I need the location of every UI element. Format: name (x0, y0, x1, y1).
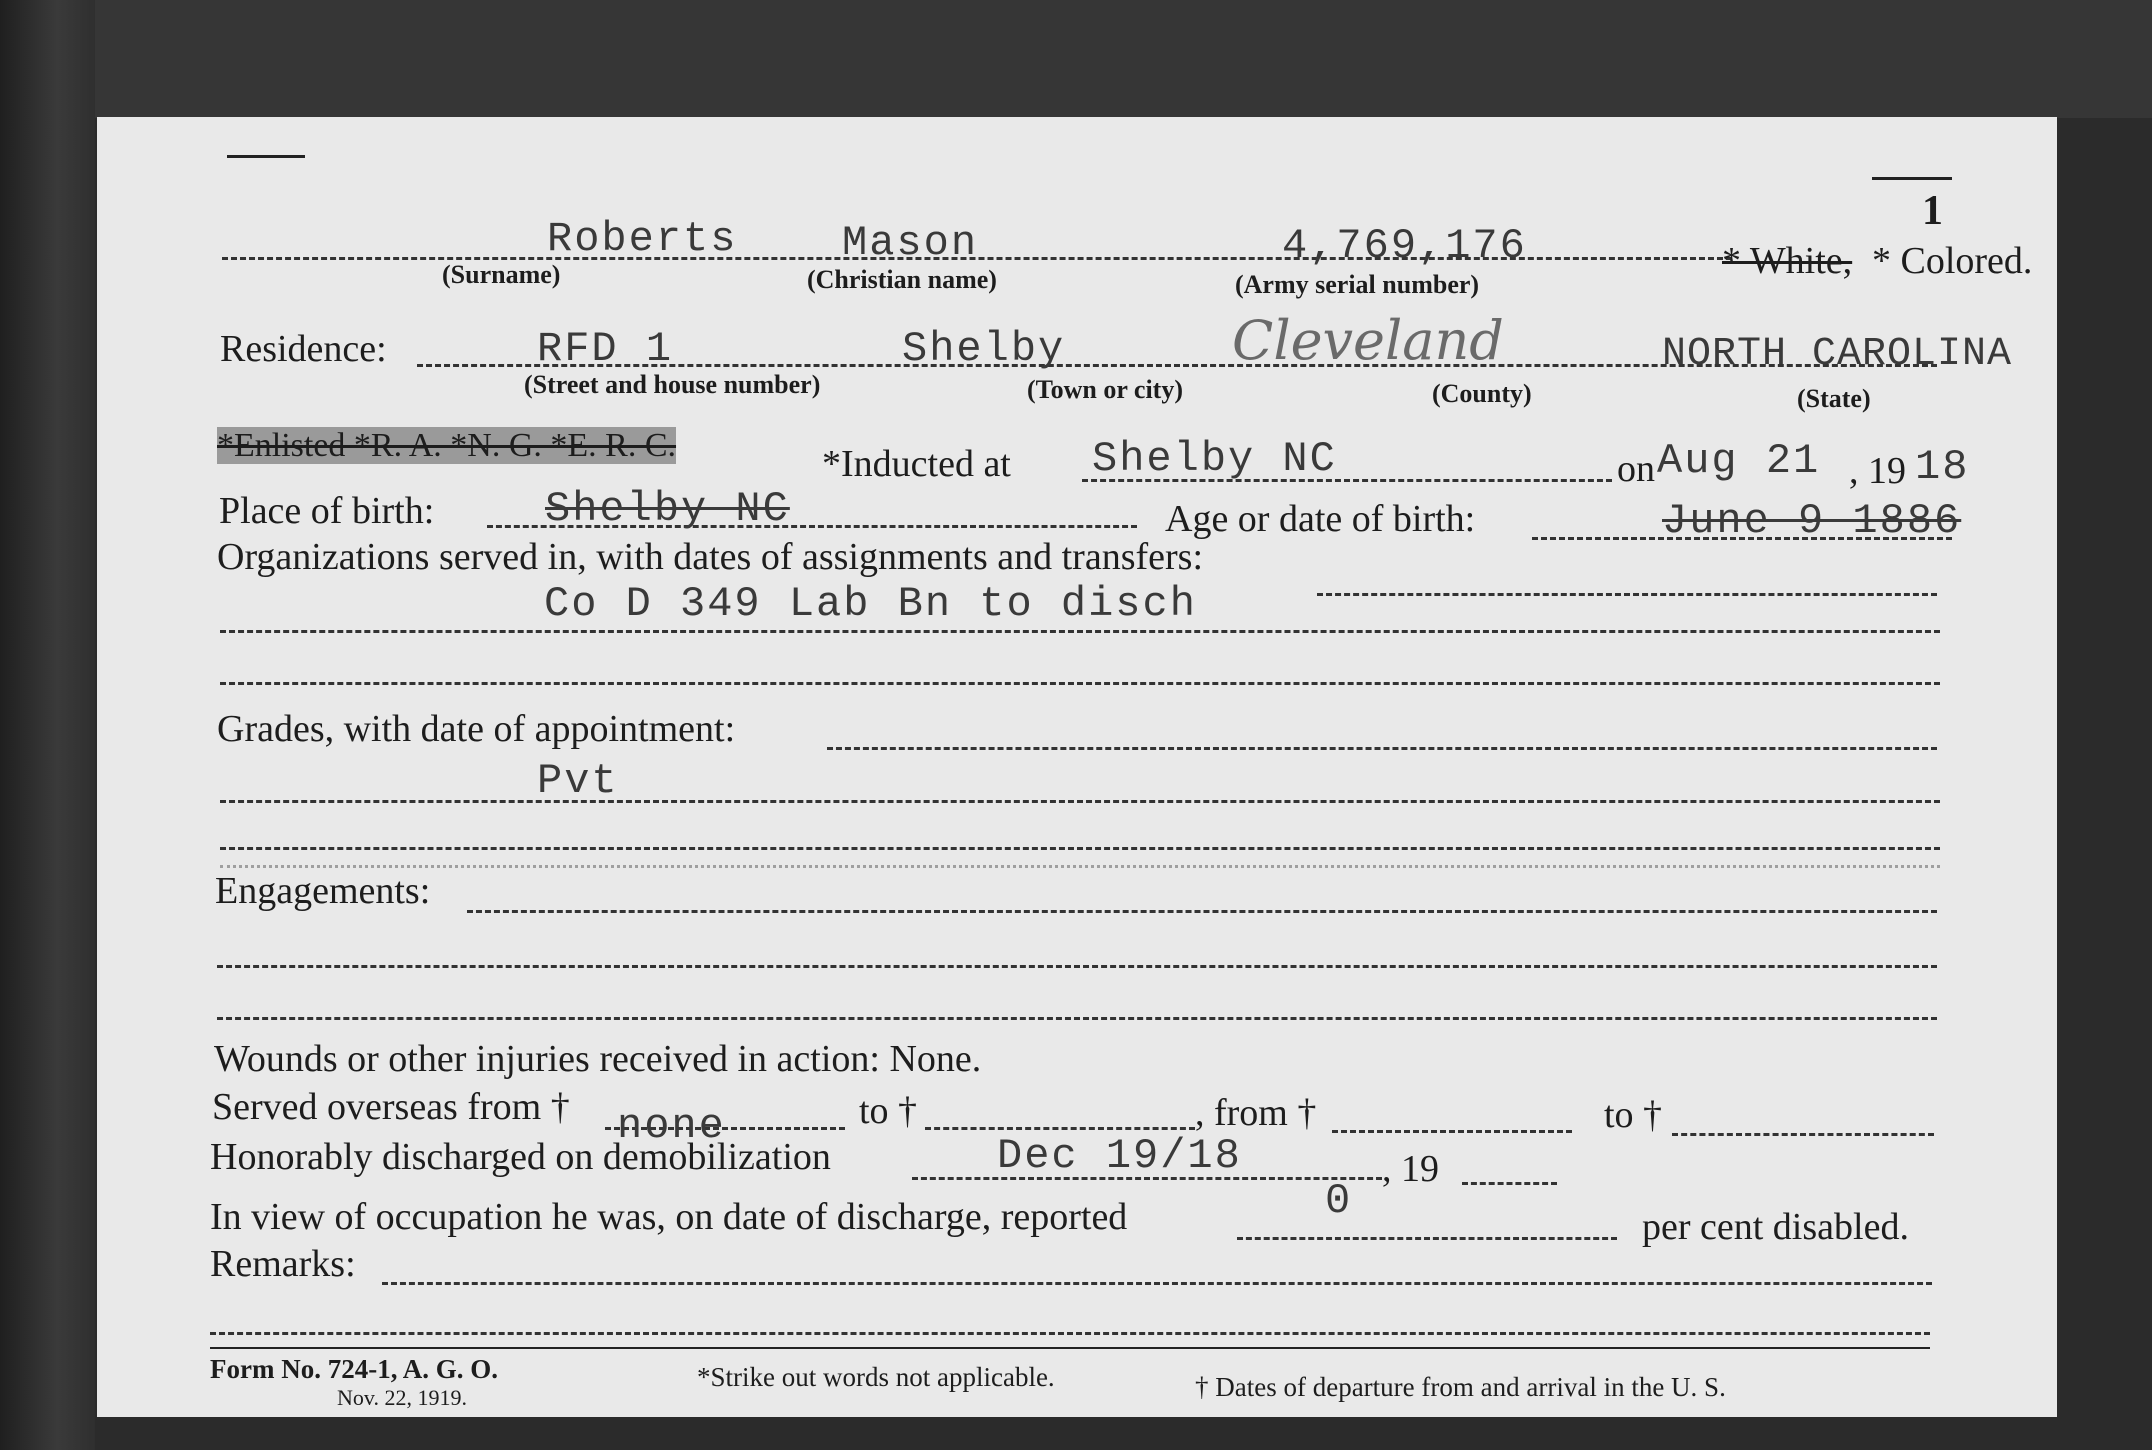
organizations-value: Co D 349 Lab Bn to disch (544, 580, 1197, 628)
overseas-label: Served overseas from † (212, 1086, 570, 1128)
town-label: (Town or city) (1027, 375, 1183, 404)
overseas-from-value: none (617, 1102, 726, 1150)
grades-label: Grades, with date of appointment: (217, 708, 736, 750)
overseas-from2-line (1332, 1130, 1572, 1133)
service-card (97, 117, 2057, 1417)
surname-value: Roberts (547, 215, 738, 263)
strike-note: *Strike out words not applicable. (697, 1362, 1055, 1392)
engagements-line-2 (217, 965, 1937, 968)
organizations-line-2 (220, 630, 1940, 633)
engagements-line-3 (217, 1017, 1937, 1020)
county-label: (County) (1432, 379, 1532, 408)
enlisted-text: *Enlisted *R. A. *N. G. *E. R. C. (217, 427, 677, 464)
organizations-line-1 (1317, 593, 1937, 596)
grades-line-2 (220, 800, 1940, 803)
overseas-to-label: to † (859, 1090, 918, 1132)
engagements-label: Engagements: (215, 870, 431, 912)
grades-line-1 (827, 747, 1937, 750)
serial-number-label: (Army serial number) (1235, 270, 1480, 299)
inducted-year-prefix: , 19 (1849, 450, 1906, 492)
residence-label: Residence: (220, 328, 387, 370)
residence-state: NORTH CAROLINA (1662, 332, 2013, 377)
occupation-label: In view of occupation he was, on date of discharge, reported (210, 1196, 1128, 1238)
dates-note: † Dates of departure from and arrival in the U. S. (1195, 1372, 1726, 1402)
overseas-to2-line (1672, 1133, 1934, 1136)
serial-number-value: 4,769,176 (1282, 222, 1527, 270)
disability-value: 0 (1325, 1177, 1353, 1225)
form-date: Nov. 22, 1919. (337, 1385, 467, 1410)
inducted-date: Aug 21 (1657, 437, 1821, 485)
inducted-label: *Inducted at (822, 443, 1011, 485)
overseas-to2-label: to † (1604, 1094, 1663, 1136)
discharge-label: Honorably discharged on demobilization (210, 1136, 831, 1178)
surname-label: (Surname) (442, 260, 561, 289)
race-white-text: * White, (1722, 240, 1853, 282)
grade-value: Pvt (537, 757, 619, 805)
age-label: Age or date of birth: (1165, 498, 1476, 540)
disabled-label: per cent disabled. (1642, 1206, 1909, 1248)
enlisted-label (217, 427, 676, 465)
inducted-year: 18 (1915, 443, 1970, 491)
birth-place-label: Place of birth: (219, 490, 435, 532)
wounds-label: Wounds or other injuries received in action: None. (214, 1038, 982, 1080)
inducted-on-label: on (1617, 448, 1655, 490)
top-left-mark (227, 155, 305, 158)
street-label: (Street and house number) (524, 370, 821, 399)
race-colored: * Colored. (1872, 240, 2033, 282)
organizations-label: Organizations served in, with dates of assignments and transfers: (217, 536, 1204, 578)
overseas-to-line (925, 1127, 1195, 1130)
remarks-line-2 (210, 1332, 1930, 1335)
residence-county: Cleveland (1232, 309, 1504, 372)
remarks-line-1 (382, 1282, 1932, 1285)
state-label: (State) (1797, 384, 1871, 413)
disability-line (1237, 1237, 1617, 1240)
card-number: 1 (1922, 188, 1943, 234)
inducted-place: Shelby NC (1092, 435, 1337, 483)
engagements-line-1 (467, 910, 1937, 913)
residence-street: RFD 1 (537, 325, 674, 373)
organizations-line-3 (220, 682, 1940, 685)
discharge-date: Dec 19/18 (997, 1132, 1242, 1180)
overseas-from2-label: , from † (1195, 1092, 1317, 1134)
background-top (95, 0, 2152, 118)
birth-date-value: June 9 1886 (1662, 497, 1962, 545)
background-left (0, 0, 95, 1450)
form-number: Form No. 724-1, A. G. O. (210, 1354, 498, 1384)
grades-line-4 (220, 865, 1940, 868)
discharge-year-prefix: , 19 (1382, 1148, 1439, 1190)
discharge-year-line (1462, 1182, 1557, 1185)
footer-rule (210, 1347, 1930, 1349)
residence-town: Shelby (902, 325, 1066, 373)
race-white (1722, 239, 1852, 283)
christian-name-value: Mason (842, 219, 979, 267)
birth-place-value: Shelby NC (545, 485, 790, 533)
remarks-label: Remarks: (210, 1243, 356, 1285)
christian-name-label: (Christian name) (807, 265, 997, 294)
top-right-mark (1872, 177, 1952, 180)
grades-line-3 (220, 847, 1940, 850)
